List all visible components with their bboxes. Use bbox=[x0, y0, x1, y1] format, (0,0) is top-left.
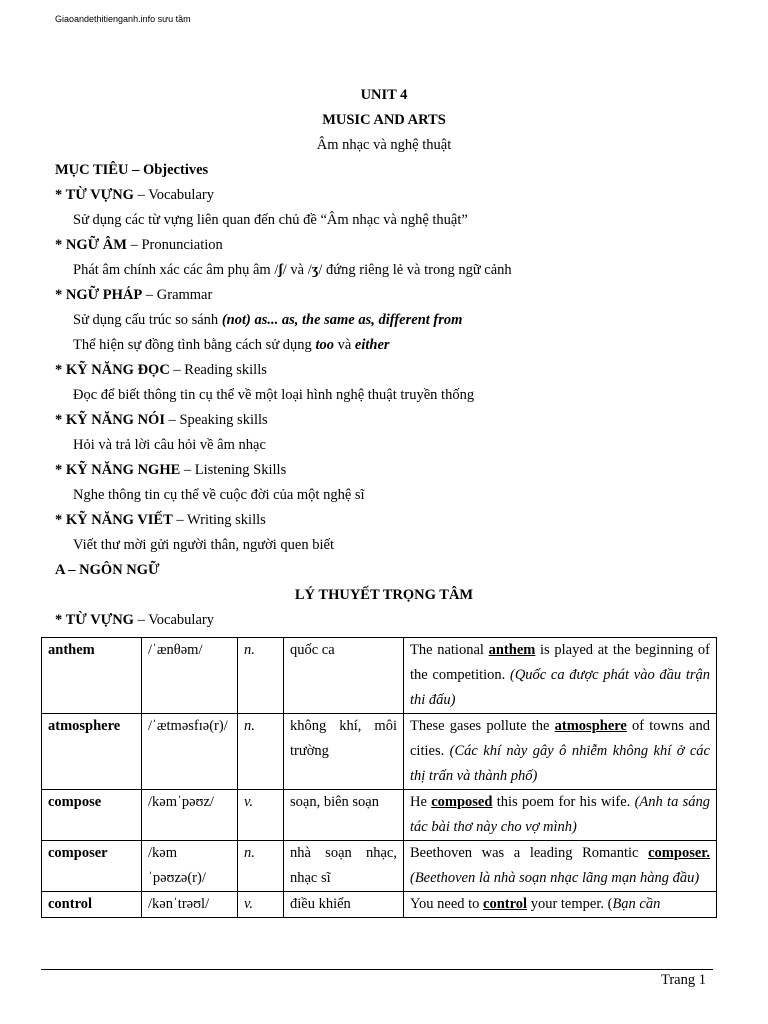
example-keyword: composer. bbox=[648, 845, 710, 861]
example-translation: (Các khí này gây ô nhiễm không khí ở các thị trấn và thành phố) bbox=[410, 743, 710, 784]
speaking-desc: Hỏi và trả lời câu hỏi về âm nhạc bbox=[73, 437, 266, 453]
vocab-example bbox=[404, 841, 717, 892]
example-post: is played at the beginning of the competition. bbox=[410, 642, 710, 683]
vocab-pos: v. bbox=[238, 892, 284, 918]
pron-desc-b: / và / bbox=[282, 262, 312, 278]
topic-title: MUSIC AND ARTS bbox=[322, 112, 446, 128]
grammar-objective bbox=[55, 287, 212, 304]
page-number: Trang 1 bbox=[661, 972, 706, 988]
vocab-en: – Vocabulary bbox=[133, 187, 214, 203]
table-row bbox=[42, 638, 717, 714]
grammar-label: * NGỮ PHÁP bbox=[55, 287, 143, 303]
example-translation: (Quốc ca được phát vào đầu trận thi đấu) bbox=[410, 667, 710, 708]
vocab-example bbox=[404, 790, 717, 841]
writing-label: * KỸ NĂNG VIẾT bbox=[55, 512, 173, 528]
listening-objective bbox=[55, 462, 286, 479]
writing-desc: Viết thư mời gửi người thân, người quen biết bbox=[73, 537, 334, 553]
vocab-label: * TỪ VỰNG bbox=[55, 187, 134, 203]
vocab-meaning: soạn, biên soạn bbox=[284, 790, 404, 841]
example-post: your temper. ( bbox=[527, 896, 613, 912]
reading-desc: Đọc để biết thông tin cụ thể về một loại hình nghệ thuật truyền thống bbox=[73, 387, 475, 403]
example-translation: (Anh ta sáng tác bài thơ này cho vợ mình) bbox=[410, 794, 710, 835]
table-row bbox=[42, 790, 717, 841]
pron-symbol-zh: ʒ bbox=[311, 262, 319, 278]
example-keyword: control bbox=[483, 896, 528, 912]
grammar-structure: (not) as... as, the same as, different from bbox=[221, 312, 463, 328]
writing-en: – Writing skills bbox=[172, 512, 266, 528]
grammar-desc-1-a: Sử dụng cấu trúc so sánh bbox=[73, 312, 222, 328]
grammar-desc-2 bbox=[73, 337, 390, 354]
topic-title-vi: Âm nhạc và nghệ thuật bbox=[316, 137, 452, 153]
table-row bbox=[42, 714, 717, 790]
example-keyword: composed bbox=[431, 794, 493, 810]
vocab-pos: n. bbox=[238, 841, 284, 892]
grammar-either: either bbox=[354, 337, 390, 353]
vocab-ipa: /ˈætməsfɪə(r)/ bbox=[142, 714, 238, 790]
example-pre: You need to bbox=[410, 896, 484, 912]
reading-objective bbox=[55, 362, 267, 379]
pron-desc bbox=[73, 262, 512, 279]
reading-en: – Reading skills bbox=[169, 362, 267, 378]
example-pre: The national bbox=[410, 642, 489, 658]
vocab-word: composer bbox=[42, 841, 142, 892]
reading-label: * KỸ NĂNG ĐỌC bbox=[55, 362, 170, 378]
vocab-word: anthem bbox=[42, 638, 142, 714]
pron-desc-c: / đứng riêng lẻ và trong ngữ cảnh bbox=[318, 262, 512, 278]
vocab-meaning: không khí, môi trường bbox=[284, 714, 404, 790]
source-note: Giaoandethitienganh.info sưu tầm bbox=[55, 14, 191, 24]
vocab-ipa: /ˈænθəm/ bbox=[142, 638, 238, 714]
vocab-objective bbox=[55, 187, 214, 204]
grammar-desc-2-a: Thể hiện sự đồng tình bằng cách sử dụng bbox=[73, 337, 316, 353]
vocab-meaning: nhà soạn nhạc, nhạc sĩ bbox=[284, 841, 404, 892]
theory-heading: LÝ THUYẾT TRỌNG TÂM bbox=[294, 587, 474, 603]
vocab-word: compose bbox=[42, 790, 142, 841]
grammar-and: và bbox=[333, 337, 355, 353]
table-row bbox=[42, 841, 717, 892]
section-a-heading: A – NGÔN NGỮ bbox=[55, 562, 160, 578]
vocab-section-en: – Vocabulary bbox=[133, 612, 214, 628]
example-post: of towns and cities. bbox=[410, 718, 710, 759]
example-pre: He bbox=[410, 794, 432, 810]
example-post: this poem for his wife. bbox=[492, 794, 635, 810]
vocab-ipa: /kənˈtrəʊl/ bbox=[142, 892, 238, 918]
example-keyword: atmosphere bbox=[554, 718, 627, 734]
vocab-ipa: /kəm ˈpəʊzə(r)/ bbox=[142, 841, 238, 892]
example-translation: (Beethoven là nhà soạn nhạc lãng mạn hàng đầu) bbox=[410, 870, 700, 886]
pron-label: * NGỮ ÂM bbox=[55, 237, 127, 253]
vocab-word: control bbox=[42, 892, 142, 918]
example-pre: Beethoven was a leading Romantic bbox=[410, 845, 649, 861]
writing-objective bbox=[55, 512, 266, 529]
listening-en: – Listening Skills bbox=[180, 462, 287, 478]
vocab-meaning: điều khiển bbox=[284, 892, 404, 918]
pron-en: – Pronunciation bbox=[126, 237, 223, 253]
vocab-ipa: /kəmˈpəʊz/ bbox=[142, 790, 238, 841]
vocab-pos: n. bbox=[238, 714, 284, 790]
unit-title: UNIT 4 bbox=[360, 87, 408, 103]
speaking-objective bbox=[55, 412, 268, 429]
pron-desc-a: Phát âm chính xác các âm phụ âm / bbox=[73, 262, 279, 278]
vocab-section-bold: * TỪ VỰNG bbox=[55, 612, 134, 628]
pron-symbol-sh: ʃ bbox=[278, 262, 283, 278]
speaking-en: – Speaking skills bbox=[164, 412, 268, 428]
vocab-section-label bbox=[55, 612, 214, 629]
table-row bbox=[42, 892, 717, 918]
vocab-meaning: quốc ca bbox=[284, 638, 404, 714]
grammar-en: – Grammar bbox=[142, 287, 213, 303]
listening-desc: Nghe thông tin cụ thể về cuộc đời của một nghệ sĩ bbox=[73, 487, 365, 503]
footer-divider bbox=[41, 969, 713, 970]
vocab-word: atmosphere bbox=[42, 714, 142, 790]
vocab-example bbox=[404, 892, 717, 918]
vocab-pos: v. bbox=[238, 790, 284, 841]
vocab-table bbox=[41, 637, 717, 918]
grammar-too: too bbox=[315, 337, 334, 353]
grammar-desc-1 bbox=[73, 312, 462, 329]
vocab-example bbox=[404, 714, 717, 790]
example-translation: Bạn cần bbox=[612, 896, 661, 912]
listening-label: * KỸ NĂNG NGHE bbox=[55, 462, 181, 478]
example-keyword: anthem bbox=[488, 642, 536, 658]
vocab-pos: n. bbox=[238, 638, 284, 714]
vocab-desc: Sử dụng các từ vựng liên quan đến chủ đề “Âm nhạc và nghệ thuật” bbox=[73, 212, 468, 228]
objectives-heading: MỤC TIÊU – Objectives bbox=[55, 162, 209, 178]
pron-objective bbox=[55, 237, 223, 254]
vocab-example bbox=[404, 638, 717, 714]
speaking-label: * KỸ NĂNG NÓI bbox=[55, 412, 165, 428]
example-pre: These gases pollute the bbox=[410, 718, 555, 734]
